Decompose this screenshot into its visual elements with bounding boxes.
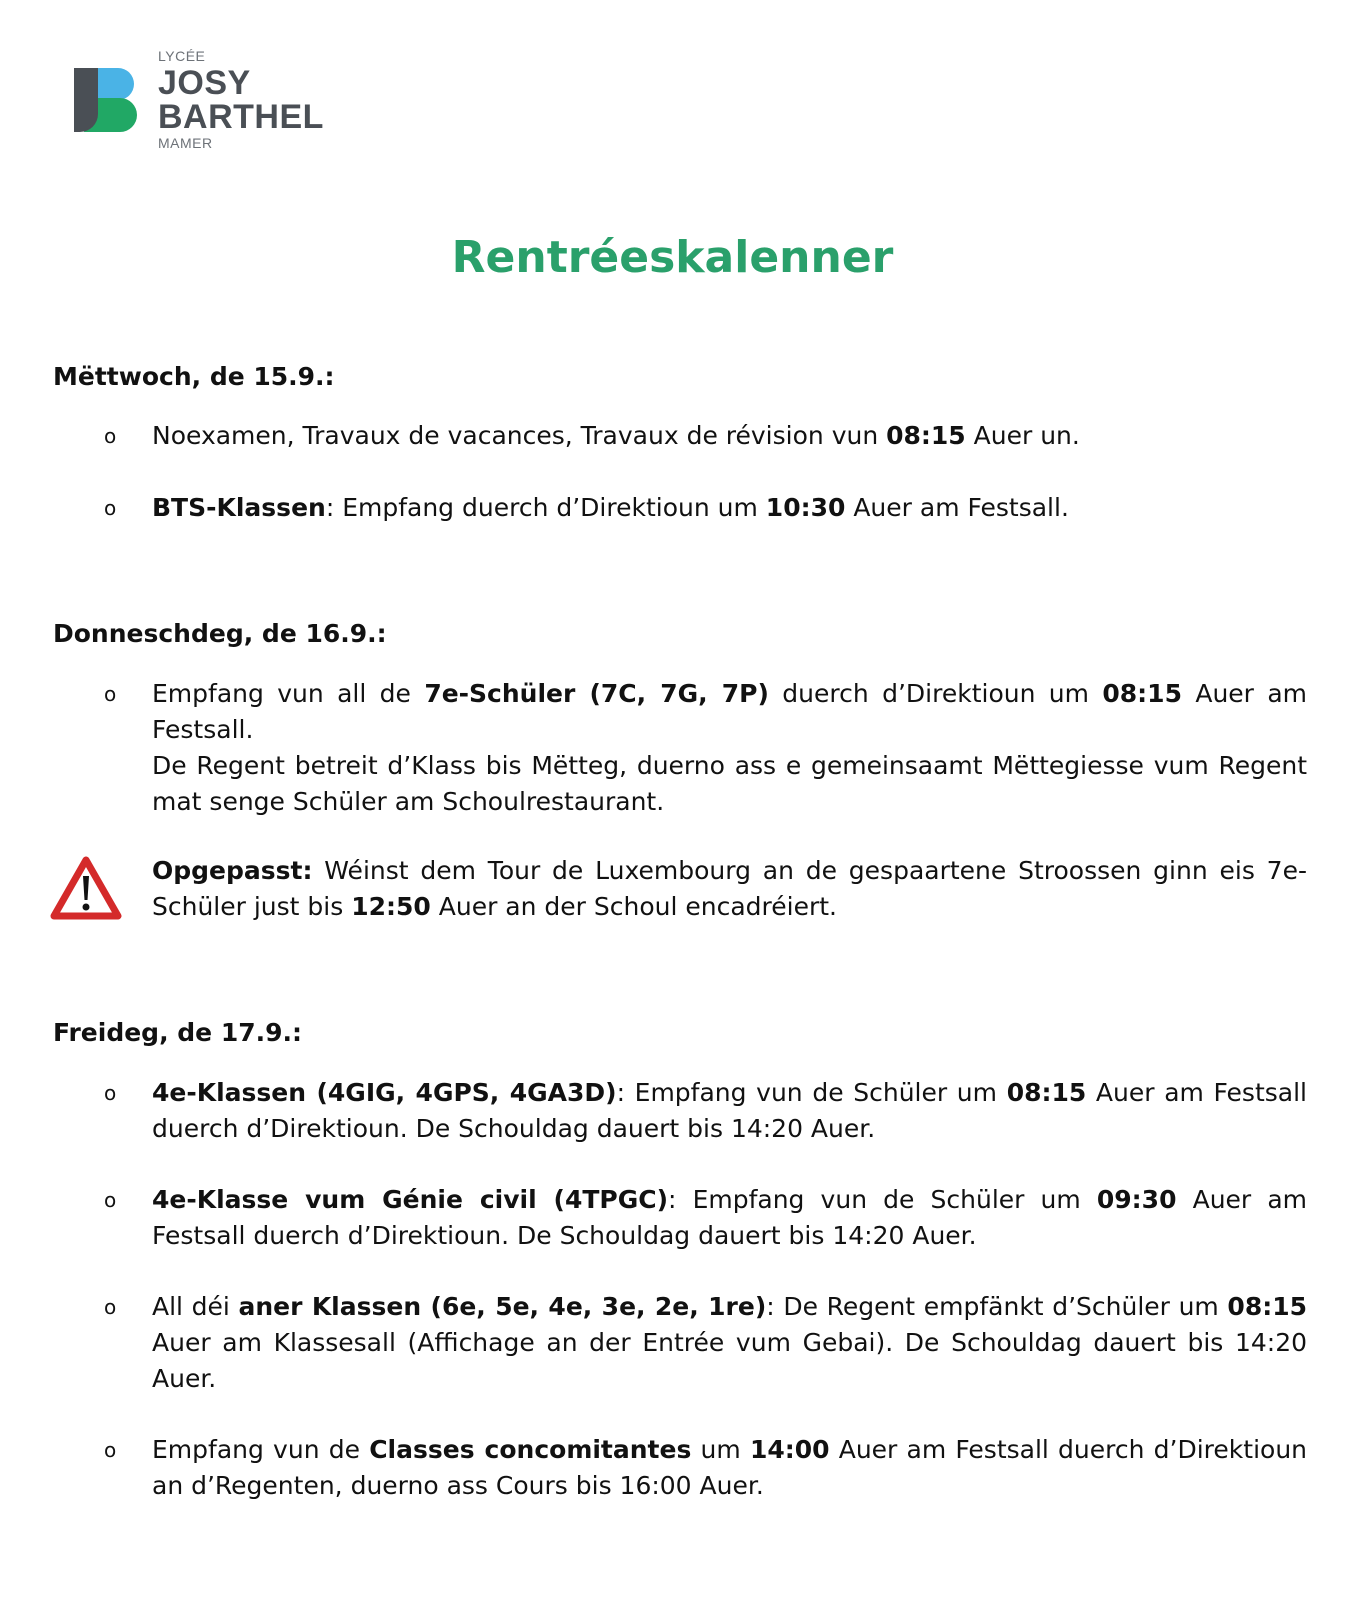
item-text: Auer am Festsall duerch d’Direktioun. De Schouldag dauert bis 14:20 Auer.	[152, 1078, 1307, 1143]
item-text: Auer un.	[965, 421, 1080, 450]
day-heading: Donneschdeg, de 16.9.:	[53, 619, 387, 648]
list-item	[152, 1289, 1307, 1397]
item-group: 7e-Schüler (7C, 7G, 7P)	[424, 679, 769, 708]
item-text: Empfang vun all de	[152, 679, 425, 708]
item-time: 08:15	[1102, 679, 1182, 708]
bullet-icon: o	[104, 1438, 117, 1462]
item-time: 08:15	[886, 421, 966, 450]
item-text: Auer am Klassesall (Affichage an der Entrée vum Gebai). De Schouldag dauert bis 14:20 Auer.	[152, 1328, 1307, 1393]
item-text: Auer am Festsall duerch d’Direktioun an d’Regenten, duerno ass Cours bis 16:00 Auer.	[152, 1435, 1308, 1500]
bullet-icon: o	[104, 1081, 117, 1105]
list-item	[152, 490, 1307, 526]
item-text: um	[691, 1435, 750, 1464]
item-group: 4e-Klasse vum Génie civil (4TPGC)	[152, 1185, 669, 1214]
list-item	[152, 1432, 1307, 1504]
list-item	[152, 1075, 1307, 1147]
bullet-icon: o	[104, 682, 117, 706]
logo-b-mark-icon	[74, 68, 138, 132]
logo-barthel: BARTHEL	[158, 98, 324, 136]
day-heading: Freideg, de 17.9.:	[53, 1018, 303, 1047]
bullet-icon: o	[104, 1295, 117, 1319]
bullet-icon: o	[104, 1188, 117, 1212]
item-text: : Empfang vun de Schüler um	[668, 1185, 1097, 1214]
logo-lycee: LYCÉE	[158, 48, 206, 64]
bullet-icon: o	[104, 496, 117, 520]
item-text: Auer an der Schoul encadréiert.	[430, 892, 837, 921]
item-text: Auer am Festsall.	[845, 493, 1069, 522]
school-logo	[74, 46, 364, 156]
item-time: 08:15	[1227, 1292, 1307, 1321]
item-text: : Empfang duerch d’Direktioun um	[325, 493, 766, 522]
item-text: : Empfang vun de Schüler um	[616, 1078, 1007, 1107]
warning-note	[152, 853, 1307, 925]
item-group: Classes concomitantes	[369, 1435, 692, 1464]
item-text: Empfang vun de	[152, 1435, 370, 1464]
item-text: Auer am Festsall duerch d’Direktioun. De Schouldag dauert bis 14:20 Auer.	[152, 1185, 1307, 1250]
bullet-icon: o	[104, 424, 117, 448]
item-text: De Regent betreit d’Klass bis Mëtteg, duerno ass e gemeinsaamt Mëttegiesse vum Regent mat senge Schüler am Schoulrestaurant.	[152, 751, 1307, 816]
item-time: 08:15	[1006, 1078, 1087, 1107]
item-text: All déi	[152, 1292, 239, 1321]
item-time: 14:00	[749, 1435, 830, 1464]
item-time: 09:30	[1096, 1185, 1177, 1214]
day-heading: Mëttwoch, de 15.9.:	[53, 362, 335, 391]
item-group: aner Klassen (6e, 5e, 4e, 3e, 2e, 1re)	[238, 1292, 767, 1321]
list-item	[152, 676, 1307, 820]
item-text: Wéinst dem Tour de Luxembourg an de gespaartene Stroossen ginn eis 7e-Schüler just bis	[152, 856, 1307, 921]
warning-label: Opgepasst:	[152, 856, 313, 885]
list-item	[152, 1182, 1307, 1254]
item-text: Auer am Festsall.	[152, 679, 1307, 744]
item-group: BTS-Klassen	[152, 493, 326, 522]
list-item	[152, 418, 1307, 454]
item-text: Noexamen, Travaux de vacances, Travaux de révision vun	[152, 421, 887, 450]
item-time: 10:30	[765, 493, 846, 522]
item-group: 4e-Klassen (4GIG, 4GPS, 4GA3D)	[152, 1078, 617, 1107]
item-time: 12:50	[351, 892, 431, 921]
logo-josy: JOSY	[158, 64, 251, 102]
item-text: duerch d’Direktioun um	[768, 679, 1103, 708]
logo-mamer: MAMER	[158, 135, 213, 151]
item-text: : De Regent empfänkt d’Schüler um	[766, 1292, 1228, 1321]
page-title: Rentréeskalenner	[451, 232, 894, 283]
warning-triangle-icon	[50, 856, 122, 920]
